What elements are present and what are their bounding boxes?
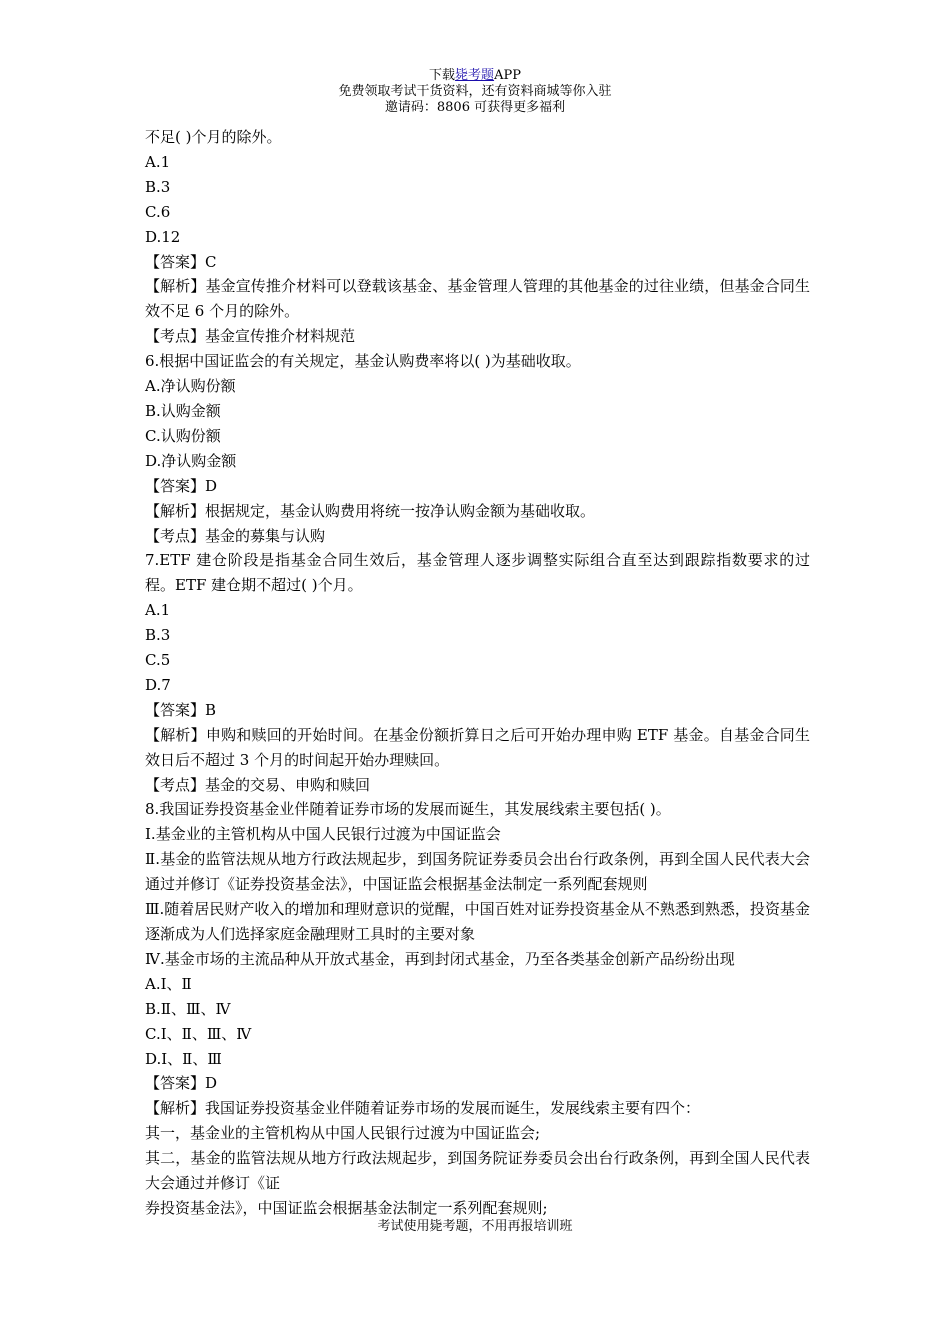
explanation-point-2: 其二，基金的监管法规从地方行政法规起步，到国务院证券委员会出台行政条例，再到全国人民代表大会通过并修订《证 (145, 1149, 810, 1193)
explanation-intro: 【解析】我国证券投资基金业伴随着证券市场的发展而诞生，发展线索主要有四个： (145, 1099, 701, 1118)
option-b: B.3 (145, 626, 171, 645)
explanation-paragraph: 【解析】根据规定，基金认购费用将统一按净认购金额为基础收取。 (145, 501, 596, 520)
option-a: A.1 (145, 152, 171, 171)
topic-line: 【考点】基金的募集与认购 (145, 526, 326, 545)
option-d: D.12 (145, 227, 181, 246)
question-8: 8.我国证券投资基金业伴随着证券市场的发展而诞生，其发展线索主要包括( )。 (145, 800, 671, 819)
option-c: C.认购份额 (145, 426, 221, 445)
page-footer: 考试使用毙考题，不用再报培训班 (377, 1219, 573, 1234)
header-download-suffix: APP (494, 68, 521, 83)
header-download-line (0, 68, 950, 84)
answer-line: 【答案】B (145, 700, 217, 719)
option-b: B.Ⅱ、Ⅲ、Ⅳ (145, 999, 231, 1018)
option-c: C.5 (145, 651, 171, 670)
option-d: D.7 (145, 675, 171, 694)
statement-ii: Ⅱ.基金的监管法规从地方行政法规起步，到国务院证券委员会出台行政条例，再到全国人民代表大会通过并修订《证券投资基金法》，中国证监会根据基金法制定一系列配套规则 (145, 850, 810, 894)
header-invite-code-line: 邀请码：8806 可获得更多福利 (384, 100, 566, 115)
option-a: A.1 (145, 601, 171, 620)
answer-line: 【答案】C (145, 252, 217, 271)
question-7: 7.ETF 建仓阶段是指基金合同生效后，基金管理人逐步调整实际组合直至达到跟踪指数要求的过程。ETF 建仓期不超过( )个月。 (145, 551, 810, 595)
explanation-point-1: 其一，基金业的主管机构从中国人民银行过渡为中国证监会; (145, 1124, 541, 1143)
topic-line: 【考点】基金的交易、申购和赎回 (145, 775, 371, 794)
option-b: B.认购金额 (145, 401, 221, 420)
header-download-prefix: 下载 (429, 68, 456, 83)
header-promo-line: 免费领取考试干货资料，还有资料商城等你入驻 (338, 84, 612, 99)
page-header (0, 68, 950, 116)
explanation-paragraph: 【解析】申购和赎回的开始时间。在基金份额折算日之后可开始办理申购 ETF 基金。自基金合同生效日后不超过 3 个月的时间起开始办理赎回。 (145, 725, 810, 769)
option-d: D.净认购金额 (145, 451, 237, 470)
option-a: A.净认购份额 (145, 377, 236, 396)
answer-line: 【答案】D (145, 476, 218, 495)
question-6: 6.根据中国证监会的有关规定，基金认购费率将以( )为基础收取。 (145, 352, 581, 371)
explanation-point-2-continued: 券投资基金法》，中国证监会根据基金法制定一系列配套规则; (145, 1198, 548, 1217)
option-d: D.Ⅰ、Ⅱ、Ⅲ (145, 1049, 222, 1068)
answer-line: 【答案】D (145, 1074, 218, 1093)
explanation-paragraph: 【解析】基金宣传推介材料可以登载该基金、基金管理人管理的其他基金的过往业绩，但基金合同生效不足 6 个月的除外。 (145, 277, 810, 321)
option-c: C.Ⅰ、Ⅱ、Ⅲ、Ⅳ (145, 1024, 252, 1043)
option-b: B.3 (145, 177, 171, 196)
question-fragment: 不足( )个月的除外。 (145, 128, 282, 146)
statement-iii: Ⅲ.随着居民财产收入的增加和理财意识的觉醒，中国百姓对证券投资基金从不熟悉到熟悉，投资基金逐渐成为人们选择家庭金融理财工具时的主要对象 (145, 900, 810, 943)
app-download-link[interactable]: 毙考题 (455, 68, 495, 83)
document-body (145, 125, 810, 1221)
option-a: A.Ⅰ、Ⅱ (145, 974, 192, 993)
statement-iv: Ⅳ.基金市场的主流品种从开放式基金，再到封闭式基金，乃至各类基金创新产品纷纷出现 (145, 949, 735, 968)
option-c: C.6 (145, 202, 171, 221)
topic-line: 【考点】基金宣传推介材料规范 (145, 327, 356, 346)
statement-i: Ⅰ.基金业的主管机构从中国人民银行过渡为中国证监会 (145, 825, 501, 844)
